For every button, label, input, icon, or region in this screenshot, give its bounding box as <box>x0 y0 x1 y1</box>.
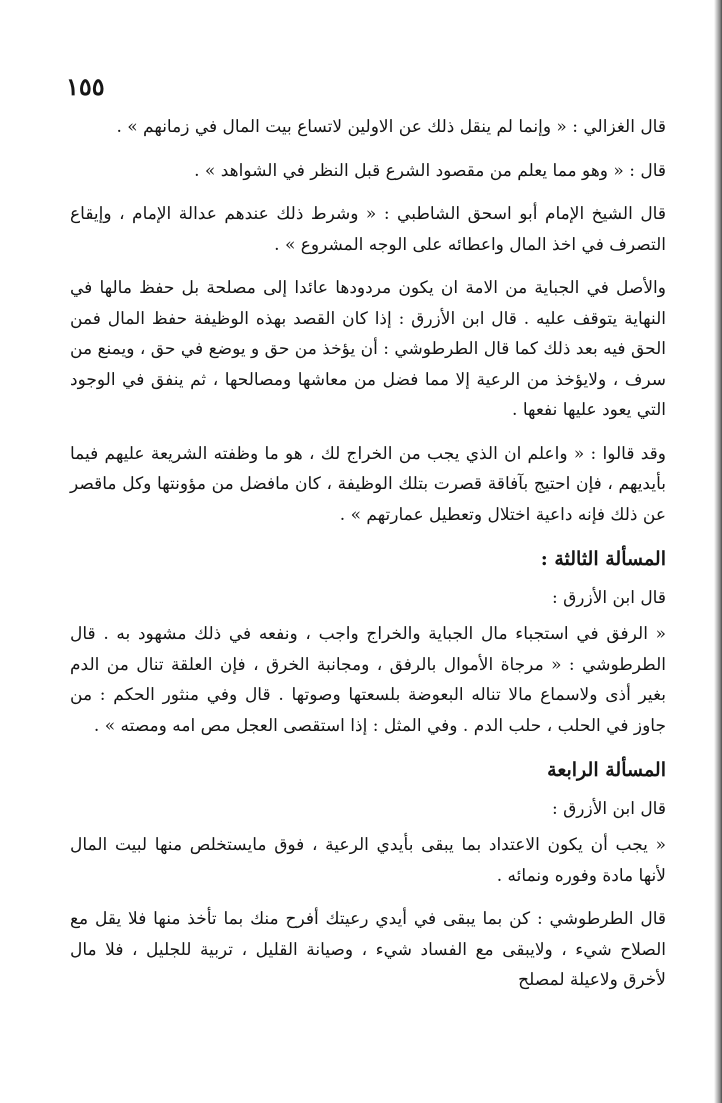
paragraph-turtushi: قال الطرطوشي : كن بما يبقى في أيدي رعيتك أفرح منك بما تأخذ منها فلا يقل مع الصلاح شيء ، ولايبقى مع الفساد شيء ، وصيانة القليل ، تربية للجليل ، فلا مال لأخرق ولاعيلة لمصلح <box>70 909 666 990</box>
paragraph-asl: والأصل في الجباية من الامة ان يكون مردودها عائدا إلى مصلحة بل حفظ مالها في النهاية يتوقف عليه . قال ابن الأزرق : إذا كان القصد بهذه الوظيفة حفظ المال فمن الحق فيه بعد ذلك كما قال الطرطوشي : أن يؤخذ من حق و يوضع في حق ، ويمنع من سرف ، ولايؤخذ من الرعية إلا مما فضل من معاشها ومصالحها ، ثم ينفق في الوجود التي يعود عليها نفعها . <box>70 278 666 420</box>
section-heading-fourth: المسألة الرابعة <box>547 759 666 781</box>
paragraph-qalu: وقد قالوا : « واعلم ان الذي يجب من الخراج لك ، هو ما وظفته الشريعة عليهم فيما بأيديهم ، فإن احتيج بآفاقة قصرت بتلك الوظيفة ، كان مافضل من مؤونتها وكل ماقصر عن ذلك فإنه داعية اختلال وتعطيل عمارتهم » . <box>70 443 666 525</box>
page-body <box>70 112 666 1009</box>
scan-edge-shadow <box>714 0 722 1103</box>
paragraph-shatibi: قال الشيخ الإمام أبو اسحق الشاطبي : « وشرط ذلك عندهم عدالة الإمام ، وإيقاع التصرف في اخذ المال واعطائه على الوجه المشروع » . <box>70 204 666 255</box>
section-heading-third: المسألة الثالثة : <box>540 548 666 570</box>
paragraph-qala: قال : « وهو مما يعلم من مقصود الشرع قبل النظر في الشواهد » . <box>194 160 666 181</box>
paragraph-ibn-azraq-1: قال ابن الأزرق : <box>551 587 666 608</box>
paragraph-ibn-azraq-2: قال ابن الأزرق : <box>551 798 666 819</box>
paragraph-ghazali: قال الغزالي : « وإنما لم ينقل ذلك عن الاولين لاتساع بيت المال في زمانهم » . <box>116 117 666 137</box>
paragraph-itidad: « يجب أن يكون الاعتداد بما يبقى بأيدي الرعية ، فوق مايستخلص منها لبيت المال لأنها مادة وفوره ونمائه . <box>70 835 666 886</box>
page-number: ١٥٥ <box>66 72 105 101</box>
paragraph-rifq: « الرفق في استجباء مال الجباية والخراج واجب ، ونفعه في ذلك مشهود به . قال الطرطوشي : « مرجاة الأموال بالرفق ، ومجانبة الخرق ، فإن العلقة تنال من الدم بغير أذى ولاسماع مالا تناله البعوضة بلسعتها وصوتها . قال وفي منثور الحكم : من جاوز في الحلب ، حلب الدم . وفي المثل : إذا استقصى العجل مص امه ومصته » . <box>70 624 666 736</box>
